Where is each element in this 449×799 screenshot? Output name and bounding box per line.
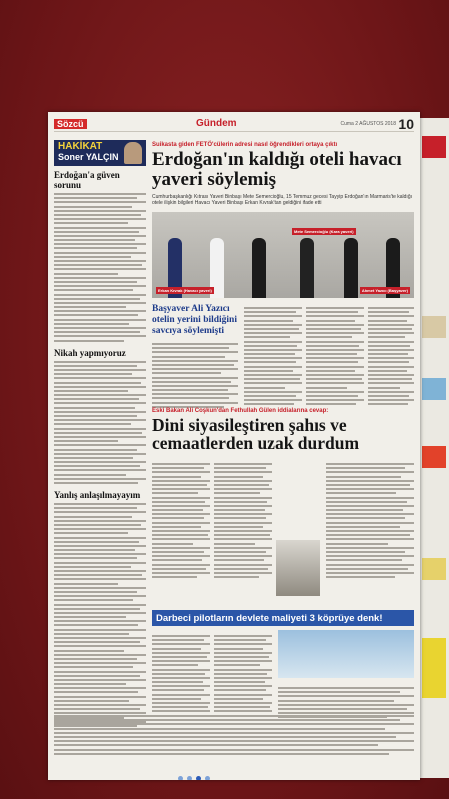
second-headline: Dini siyasileştiren şahıs ve cemaatlerden uzak durdum — [152, 415, 360, 453]
column-subhead: Yanlış anlaşılmayayım — [54, 490, 141, 500]
photo-caption: Erkan Kıvrak (Havacı yaveri) — [158, 288, 212, 293]
pagination-dot[interactable] — [178, 776, 183, 780]
ad-block — [422, 446, 446, 468]
main-headline: Erdoğan'ın kaldığı oteli havacı yaveri söylemiş — [152, 149, 402, 190]
story-body — [306, 307, 364, 408]
photo-caption: Ahmet Yazıcı (Başyaver) — [361, 288, 408, 293]
ad-block — [422, 558, 446, 580]
ad-block — [422, 136, 446, 158]
story-body — [54, 715, 414, 757]
third-headline: Darbeci pilotların devlete maliyeti 3 köprüye denk! — [152, 610, 414, 626]
story-subhead-box — [152, 304, 238, 410]
aircraft-photo — [278, 630, 414, 678]
story-body — [326, 463, 414, 580]
column-body — [54, 361, 146, 484]
page-number: 10 — [398, 116, 414, 132]
story-subhead: Başyaver Ali Yazıcı otelin yerini bildiğini savcıya söylemişti — [152, 304, 237, 336]
pagination-dot-active[interactable] — [196, 776, 201, 780]
page-header — [54, 118, 414, 132]
column-body — [54, 503, 146, 727]
story-body — [368, 307, 414, 408]
adjacent-page — [418, 118, 449, 778]
story-kicker: Suikasta giden FETÖ'cülerin adresi nasıl öğrendikleri ortaya çıktı — [152, 142, 338, 148]
ad-block — [422, 316, 446, 338]
portrait-photo — [276, 540, 320, 596]
story-deck: Cumhurbaşkanlığı Kıtrası Yaveri Binbaşı Mete Semercioğlu, 15 Temmuz gecesi Tayyip Erdoğan'ın Marmaris'te kaldığı otele ilişkin bilgileri Havacı Yaveri Binbaşı Erkan Kıvrak'tan geldiğini ifade etti — [152, 194, 412, 206]
column-brand: HAKİKAT — [58, 141, 103, 152]
newspaper-logo: Sözcü — [54, 119, 87, 129]
newspaper-page — [48, 112, 420, 780]
story-body — [152, 463, 210, 580]
column-title: Erdoğan'a güven sorunu — [54, 170, 120, 190]
ad-block — [422, 638, 446, 698]
ad-block — [422, 378, 446, 400]
story-kicker: Eski Bakan Ali Coşkun'dan Fethullah Gülen iddialarına cevap: — [152, 408, 329, 414]
pagination-dots — [178, 776, 210, 780]
photo-caption: Mete Semercioğlu (Kara yaveri) — [294, 229, 354, 234]
author-photo — [124, 142, 142, 164]
story-body — [152, 343, 238, 408]
story-body — [152, 635, 210, 719]
section-title: Gündem — [196, 118, 237, 129]
news-photo — [152, 212, 414, 298]
story-body — [214, 635, 272, 719]
issue-date: Cuma 2 AĞUSTOS 2018 — [340, 121, 396, 127]
column-author: Soner YALÇIN — [58, 152, 119, 162]
opinion-column — [54, 140, 146, 729]
pagination-dot[interactable] — [205, 776, 210, 780]
story-body — [214, 463, 272, 580]
story-body — [244, 307, 302, 408]
column-body — [54, 193, 146, 342]
pagination-dot[interactable] — [187, 776, 192, 780]
column-banner — [54, 140, 146, 166]
column-subhead: Nikah yapmıyoruz — [54, 347, 126, 358]
